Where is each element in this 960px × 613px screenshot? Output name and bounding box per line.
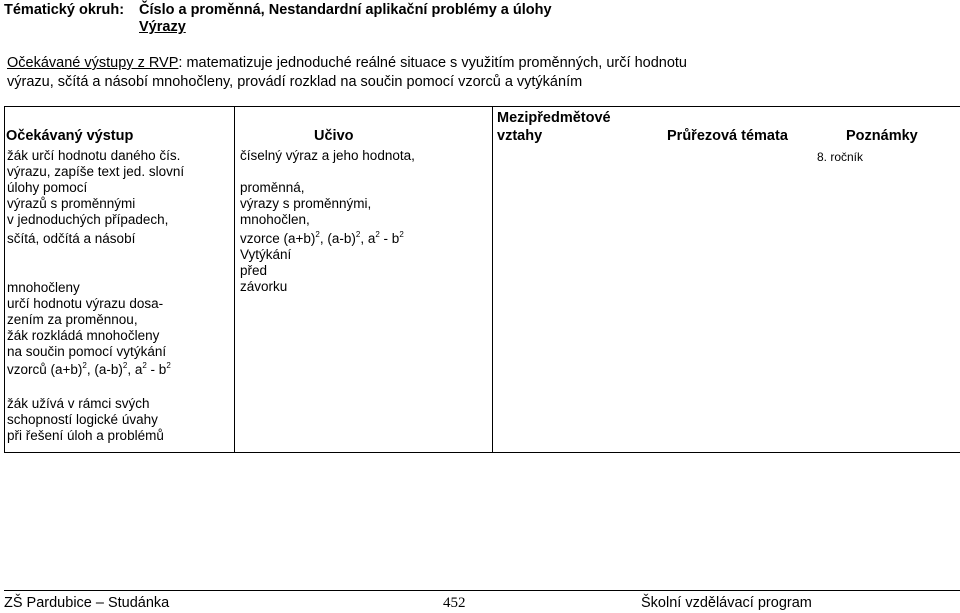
vystup-line: úlohy pomocí: [7, 180, 88, 195]
vystup-line: na součin pomocí vytýkání: [7, 344, 167, 359]
vystup-line: zením za proměnnou,: [7, 312, 138, 327]
header-prurez: Průřezová témata: [667, 128, 788, 144]
vystup-line: žák rozkládá mnohočleny: [7, 328, 160, 343]
ucivo-line: proměnná,: [240, 180, 305, 195]
topic-subtitle: Výrazy: [139, 19, 186, 35]
header-mezi-2: vztahy: [497, 128, 543, 144]
ucivo-line: mnohočlen,: [240, 212, 310, 227]
table-bottom-rule: [4, 452, 960, 453]
rvp-line-2: výrazu, sčítá a násobí mnohočleny, provádí rozklad na součin pomocí vzorců a vytýkáním: [7, 74, 583, 90]
ucivo-line: číselný výraz a jeho hodnota,: [240, 148, 415, 163]
vystup-line: mnohočleny: [7, 280, 80, 295]
header-poznamky: Poznámky: [846, 128, 918, 144]
ucivo-formula: vzorce $(a+b)^2$, $(a-b)^2$, $a^2 - b^2$: [240, 230, 404, 246]
vystup-line: žák užívá v rámci svých: [7, 396, 150, 411]
header-vystup: Očekávaný výstup: [6, 128, 134, 144]
topic-title: Číslo a proměnná, Nestandardní aplikační problémy a úlohy: [139, 2, 552, 18]
ucivo-line: před: [240, 263, 268, 278]
vystup-line: výrazů s proměnnými: [7, 196, 136, 211]
rvp-label: Očekávané výstupy z RVP: [7, 55, 179, 71]
ucivo-line: závorku: [240, 279, 288, 294]
header-ucivo: Učivo: [314, 128, 354, 144]
ucivo-line: Vytýkání: [240, 247, 292, 262]
table-top-rule: [4, 106, 960, 107]
footer-left: ZŠ Pardubice – Studánka: [4, 595, 170, 611]
vystup-line: sčítá, odčítá a násobí: [7, 231, 136, 246]
vystup-line: schopností logické úvahy: [7, 412, 158, 427]
poznamky-value: 8. ročník: [817, 150, 864, 164]
vystup-line: při řešení úloh a problémů: [7, 428, 164, 443]
rvp-line-1: [7, 55, 687, 71]
col-rule-1: [234, 106, 235, 453]
vystup-line: určí hodnotu výrazu dosa-: [7, 296, 164, 311]
footer-right: Školní vzdělávací program: [641, 595, 812, 611]
topic-label: Tématický okruh:: [4, 2, 125, 18]
vystup-line: žák určí hodnotu daného čís.: [7, 148, 181, 163]
col-rule-2: [492, 106, 493, 453]
header-mezi-1: Mezipředmětové: [497, 110, 611, 126]
vystup-formula: vzorců $(a+b)^2$, $(a-b)^2$, $a^2 - b^2$: [7, 361, 171, 377]
footer-rule: [4, 590, 960, 591]
vystup-line: v jednoduchých případech,: [7, 212, 169, 227]
page-number: 452: [443, 595, 466, 611]
ucivo-line: výrazy s proměnnými,: [240, 196, 372, 211]
vystup-line: výrazu, zapíše text jed. slovní: [7, 164, 185, 179]
col-rule-left: [4, 106, 5, 453]
rvp-text-1: : matematizuje jednoduché reálné situace s využitím proměnných, určí hodnotu: [178, 55, 687, 71]
